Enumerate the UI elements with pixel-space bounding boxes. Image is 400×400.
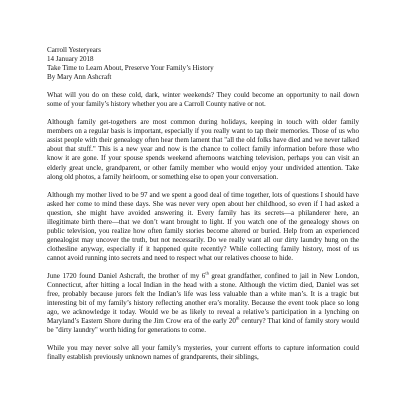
superscript-th: th bbox=[205, 270, 209, 276]
paragraph-4-part-3: century? That kind of family story would be "dirty laundry" worth hiding for generations to come. bbox=[47, 317, 359, 335]
paragraph-4-part-1: June 1720 found Daniel Ashcraft, the brother of my 6 bbox=[47, 271, 206, 280]
article-title: Take Time to Learn About, Preserve Your Family’s History bbox=[47, 64, 214, 73]
paragraph-3: Although my mother lived to be 97 and we spent a good deal of time together, lots of questions I should have asked her come to mind these days. She was never very open about her childhood, so even if I had asked a question, she might have avoided answering it. Every family has its secrets—a philanderer here, an illegitimate birth there—that we don’t want brought to light. If you watch one of the genealogy shows on public television, you realize how often family stories become altered or buried. Help from an experienced genealogist may uncover the truth, but not necessarily. Do we really want all our dirty laundry hung on the clothesline anyway, especially if it happened quite recently? While collecting family history, most of us cannot avoid running into secrets and need to respect what our relatives choose to hide. bbox=[47, 190, 359, 262]
column-name: Carroll Yesteryears bbox=[47, 46, 102, 54]
article-body bbox=[47, 46, 359, 371]
article-byline: By Mary Ann Ashcraft bbox=[47, 73, 112, 82]
paragraph-4 bbox=[47, 272, 359, 335]
paragraph-1: What will you do on these cold, dark, winter weekends? They could become an opportunity to nail down some of your family’s history whether you are a Carroll County native or not. bbox=[47, 91, 359, 109]
article-date: 14 January 2018 bbox=[47, 55, 94, 64]
paragraph-4-part-2: great grandfather, confined to jail in New London, Connecticut, after hitting a local Indian in the head with a stone. Although the victim died, Daniel was set free, probably because jurors felt the Indian’s life was less valuable than a white man’s. It is a tragic but interesting bit of my family’s history reflecting another era’s morality. Because the event took place so long ago, we acknowledge it today. Would we be as likely to reveal a relative’s participation in a lynching on Maryland’s Eastern Shore during the Jim Crow era of the early 20 bbox=[47, 271, 359, 326]
paragraph-2: Although family get-togethers are most common during holidays, keeping in touch with older family members on a regular basis is important, especially if you really want to tap their memories. Those of us who assist people with their genealogy often hear them lament that "all the old folks have died and we never talked about that stuff." This is a new year and now is the chance to collect family information before those who know it are gone. If your spouse spends weekend afternoons watching television, perhaps you can visit an elderly great uncle, grandparent, or other family member who would enjoy your undivided attention. Take along old photos, a family heirloom, or something else to open your conversation. bbox=[47, 118, 359, 181]
superscript-th-2: th bbox=[235, 315, 240, 321]
paragraph-5: While you may never solve all your family’s mysteries, your current efforts to capture information could finally establish previously unknown names of grandparents, their siblings, bbox=[47, 344, 359, 362]
article-header bbox=[47, 46, 359, 82]
